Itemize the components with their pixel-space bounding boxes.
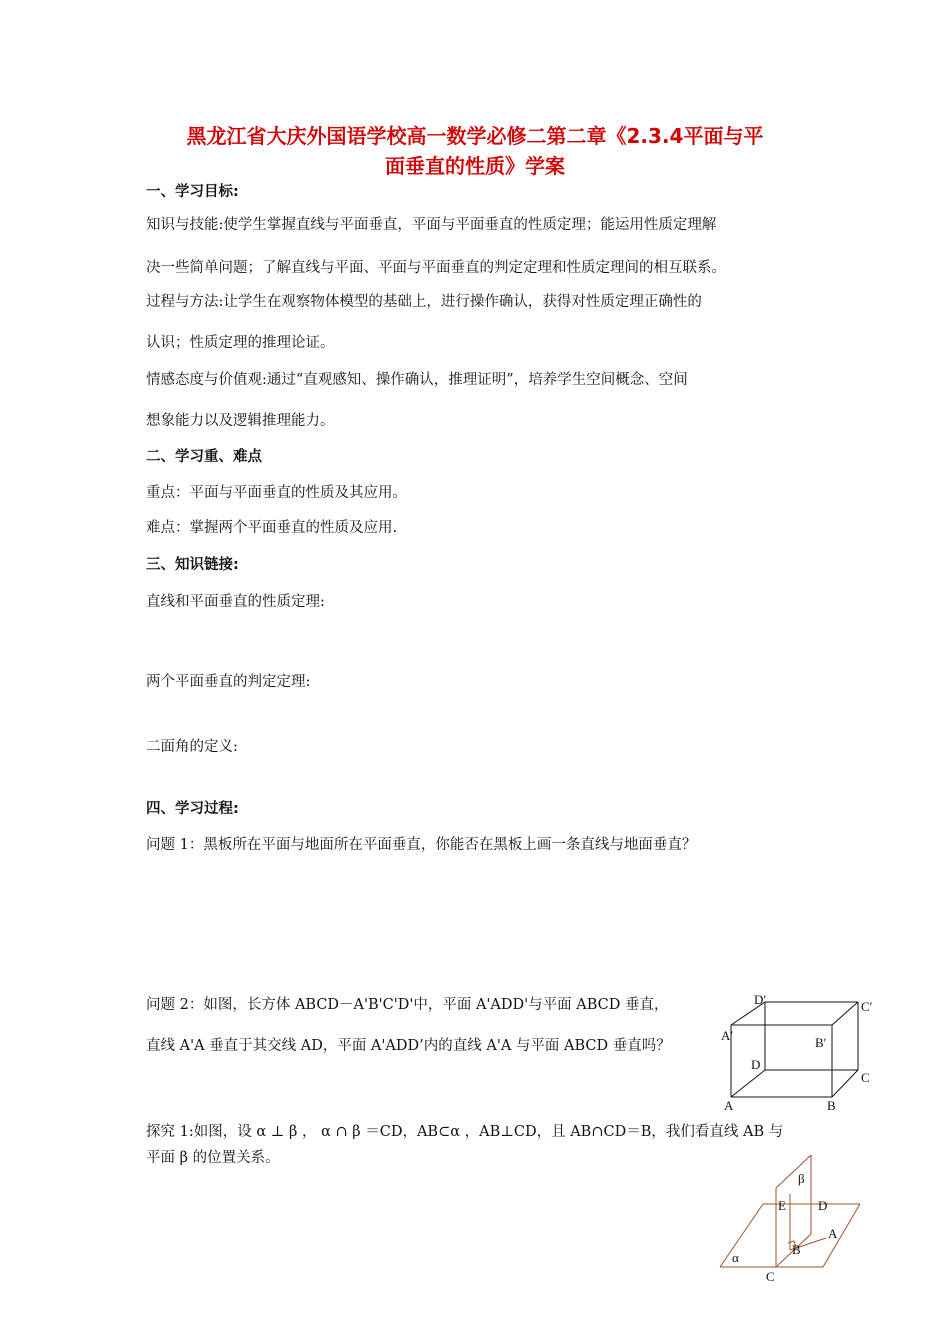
label-alpha: α — [732, 1250, 739, 1265]
difficult-point: 难点：掌握两个平面垂直的性质及应用. — [146, 520, 398, 536]
label-E: E — [778, 1198, 786, 1213]
knowledge-line-3: 二面角的定义: — [146, 739, 238, 755]
key-point: 重点：平面与平面垂直的性质及其应用。 — [146, 485, 407, 501]
objective-line-6: 想象能力以及逻辑推理能力。 — [146, 413, 335, 429]
label-B-prime: B′ — [815, 1035, 827, 1050]
label-B: B — [792, 1242, 801, 1257]
cuboid-figure — [715, 985, 885, 1115]
label-A: A — [828, 1226, 838, 1241]
label-D: D — [751, 1057, 761, 1072]
label-D: D — [818, 1198, 828, 1213]
exploration-1-line-1: 探究 1:如图，设 α ⊥ β ， α ∩ β ＝CD，AB⊂α ，AB⊥CD，且 AB∩CD＝B，我们看直线 AB 与 — [146, 1124, 784, 1140]
question-2-line-2: 直线 A'A 垂直于其交线 AD，平面 A'ADD’内的直线 A'A 与平面 ABCD 垂直吗？ — [146, 1038, 671, 1054]
title-line-1: 黑龙江省大庆外国语学校高一数学必修二第二章《2.3.4平面与平 — [186, 124, 764, 148]
objective-line-3: 过程与方法:让学生在观察物体模型的基础上，进行操作确认，获得对性质定理正确性的 — [146, 294, 702, 310]
label-C: C — [766, 1269, 775, 1284]
section-4-heading: 四、学习过程: — [146, 801, 239, 817]
question-2-line-1: 问题 2：如图，长方体 ABCD－A'B'C'D'中，平面 A'ADD'与平面 ABCD 垂直， — [146, 997, 669, 1013]
label-C: C — [861, 1070, 870, 1085]
label-beta: β — [798, 1171, 805, 1186]
section-3-heading: 三、知识链接: — [146, 557, 239, 573]
label-B: B — [827, 1098, 836, 1113]
question-1: 问题 1：黑板所在平面与地面所在平面垂直，你能否在黑板上画一条直线与地面垂直？ — [146, 837, 697, 853]
perpendicular-planes-figure — [718, 1150, 868, 1285]
objective-line-4: 认识；性质定理的推理论证。 — [146, 335, 335, 351]
label-C-prime: C′ — [861, 999, 873, 1014]
objective-line-2: 决一些简单问题；了解直线与平面、平面与平面垂直的判定定理和性质定理间的相互联系。 — [146, 260, 726, 276]
exploration-1-line-2: 平面 β 的位置关系。 — [146, 1150, 280, 1166]
section-1-heading: 一、学习目标: — [146, 184, 239, 200]
label-D-prime: D′ — [754, 992, 767, 1007]
objective-line-1: 知识与技能:使学生掌握直线与平面垂直，平面与平面垂直的性质定理；能运用性质定理解 — [146, 217, 717, 233]
title-line-2: 面垂直的性质》学案 — [385, 154, 565, 178]
section-2-heading: 二、学习重、难点 — [146, 449, 262, 465]
objective-line-5: 情感态度与价值观:通过“直观感知、操作确认，推理证明”，培养学生空间概念、空间 — [146, 372, 688, 388]
label-A-prime: A′ — [721, 1028, 734, 1043]
knowledge-line-2: 两个平面垂直的判定定理: — [146, 674, 311, 690]
label-A: A — [724, 1098, 734, 1113]
knowledge-line-1: 直线和平面垂直的性质定理: — [146, 594, 325, 610]
